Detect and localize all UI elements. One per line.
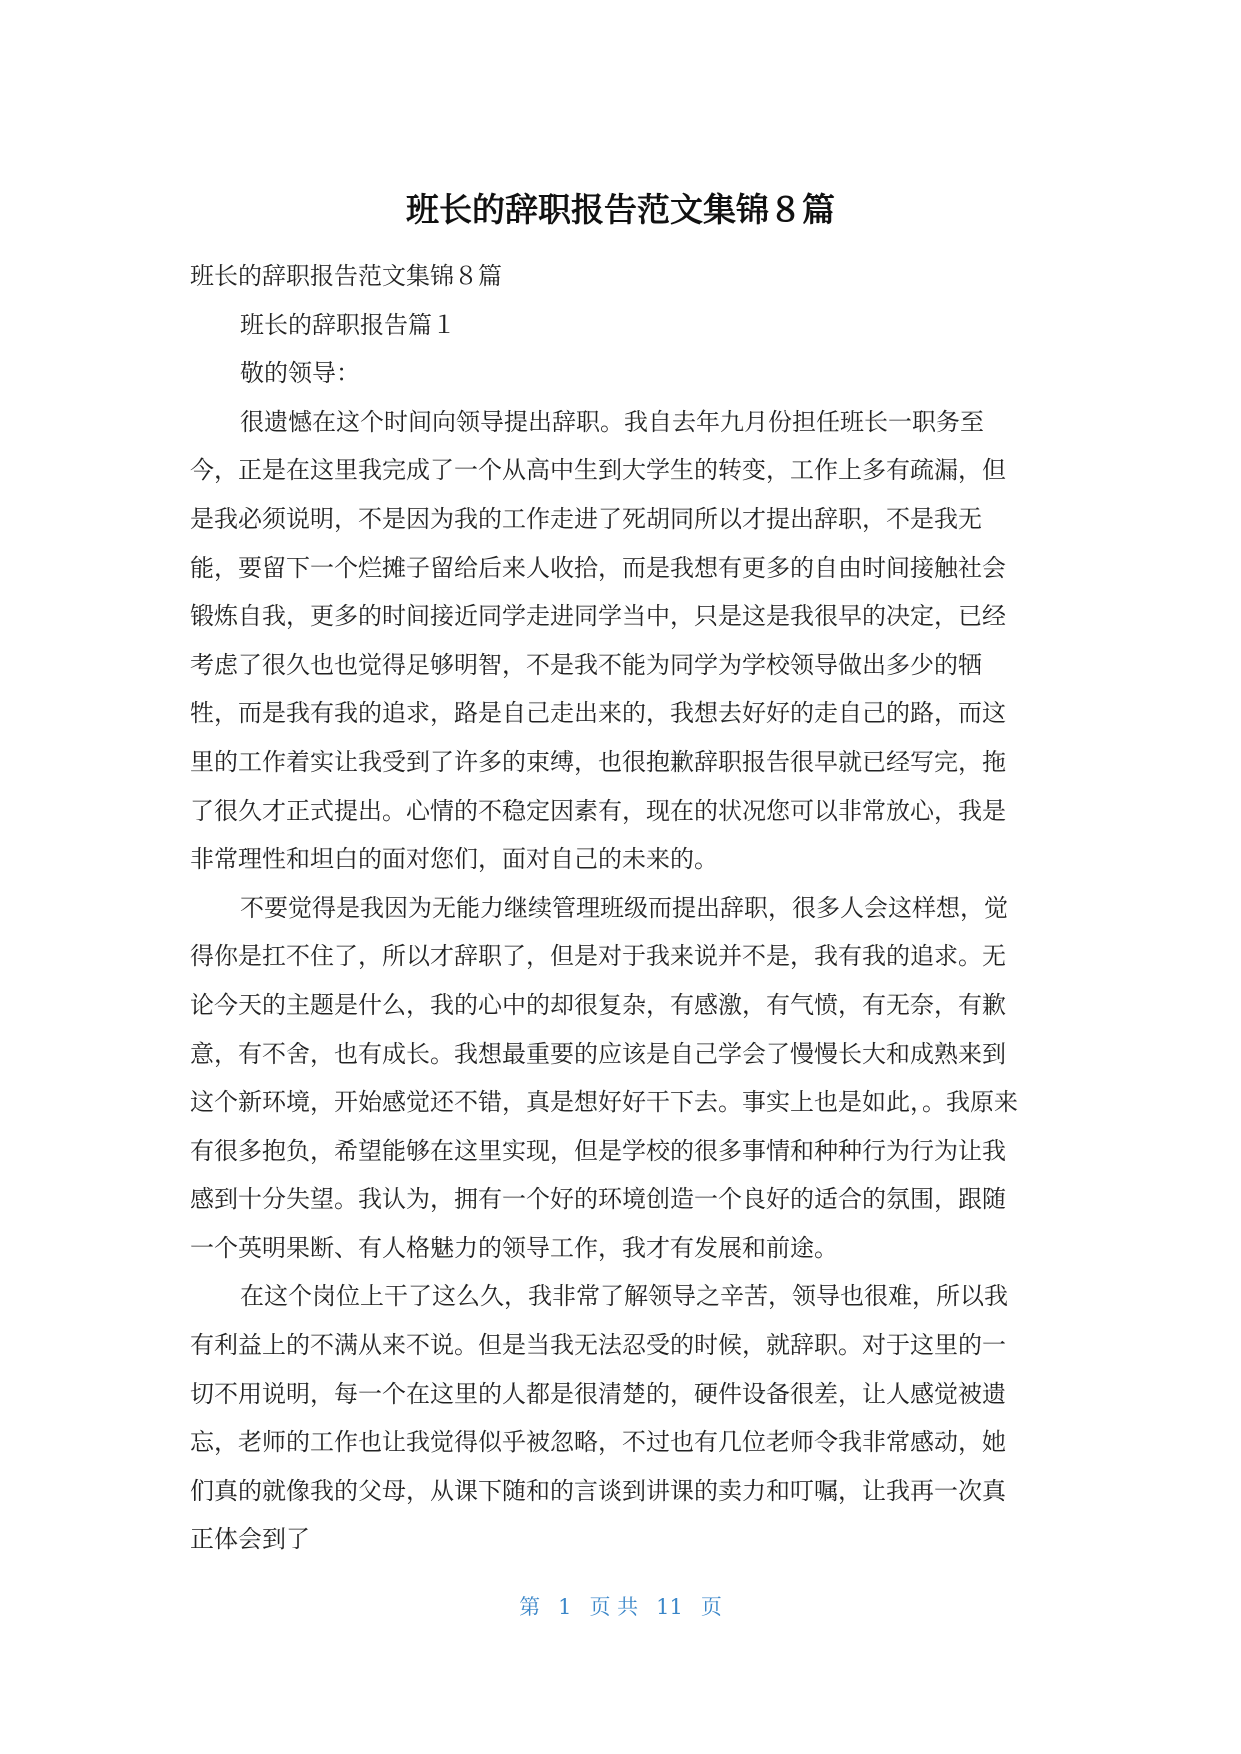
section-heading: 班长的辞职报告篇１ <box>240 310 456 339</box>
paragraph-line: 在这个岗位上干了这么久，我非常了解领导之辛苦，领导也很难，所以我 <box>240 1282 1008 1311</box>
document-title: 班长的辞职报告范文集锦８篇 <box>406 190 835 229</box>
paragraph-line: 不要觉得是我因为无能力继续管理班级而提出辞职，很多人会这样想，觉 <box>240 893 1008 922</box>
footer-label-middle: 页 共 <box>589 1595 639 1619</box>
paragraph-2 <box>190 884 1050 1273</box>
paragraph-1 <box>190 398 1050 884</box>
paragraph-line: 论今天的主题是什么，我的心中的却很复杂，有感激，有气愤，有无奈，有歉 <box>190 990 1006 1019</box>
paragraph-line: 牲，而是我有我的追求，路是自己走出来的，我想去好好的走自己的路，而这 <box>190 699 1006 728</box>
paragraph-line: 有利益上的不满从来不说。但是当我无法忍受的时候，就辞职。对于这里的一 <box>190 1331 1006 1360</box>
paragraph-line: 正体会到了 <box>190 1525 310 1554</box>
paragraph-line: 里的工作着实让我受到了许多的束缚，也很抱歉辞职报告很早就已经写完，拖 <box>190 747 1006 776</box>
page-footer <box>0 1592 1241 1622</box>
paragraph-line: 是我必须说明，不是因为我的工作走进了死胡同所以才提出辞职，不是我无 <box>190 504 982 533</box>
paragraph-line: 这个新环境，开始感觉还不错，真是想好好干下去。事实上也是如此，。我原来 <box>190 1088 1018 1117</box>
paragraph-line: 感到十分失望。我认为，拥有一个好的环境创造一个良好的适合的氛围，跟随 <box>190 1185 1006 1214</box>
paragraph-line: 一个英明果断、有人格魅力的领导工作，我才有发展和前途。 <box>190 1233 838 1262</box>
paragraph-line: 很遗憾在这个时间向领导提出辞职。我自去年九月份担任班长一职务至 <box>240 407 984 436</box>
document-body <box>190 252 1050 1564</box>
paragraph-line: 切不用说明，每一个在这里的人都是很清楚的，硬件设备很差，让人感觉被遗 <box>190 1379 1006 1408</box>
salutation: 敬的领导： <box>240 359 360 388</box>
footer-total-pages: 11 <box>656 1595 683 1619</box>
paragraph-line: 有很多抱负，希望能够在这里实现，但是学校的很多事情和种种行为行为让我 <box>190 1136 1006 1165</box>
paragraph-line: 了很久才正式提出。心情的不稳定因素有，现在的状况您可以非常放心，我是 <box>190 796 1006 825</box>
footer-label-suffix: 页 <box>700 1595 722 1619</box>
paragraph-line: 非常理性和坦白的面对您们，面对自己的未来的。 <box>190 845 718 874</box>
paragraph-line: 忘，老师的工作也让我觉得似乎被忽略，不过也有几位老师令我非常感动，她 <box>190 1428 1006 1457</box>
footer-label-prefix: 第 <box>519 1595 541 1619</box>
paragraph-line: 今，正是在这里我完成了一个从高中生到大学生的转变，工作上多有疏漏，但 <box>190 456 1006 485</box>
paragraph-line: 得你是扛不住了，所以才辞职了，但是对于我来说并不是，我有我的追求。无 <box>190 942 1006 971</box>
document-subtitle: 班长的辞职报告范文集锦８篇 <box>190 262 502 290</box>
paragraph-3 <box>190 1272 1050 1564</box>
paragraph-line: 锻炼自我，更多的时间接近同学走进同学当中，只是这是我很早的决定，已经 <box>190 602 1006 631</box>
footer-page-number: 1 <box>558 1595 572 1619</box>
paragraph-line: 们真的就像我的父母，从课下随和的言谈到讲课的卖力和叮嘱，让我再一次真 <box>190 1476 1006 1505</box>
paragraph-line: 意，有不舍，也有成长。我想最重要的应该是自己学会了慢慢长大和成熟来到 <box>190 1039 1006 1068</box>
paragraph-line: 考虑了很久也也觉得足够明智，不是我不能为同学为学校领导做出多少的牺 <box>190 650 982 679</box>
paragraph-line: 能，要留下一个烂摊子留给后来人收拾，而是我想有更多的自由时间接触社会 <box>190 553 1006 582</box>
